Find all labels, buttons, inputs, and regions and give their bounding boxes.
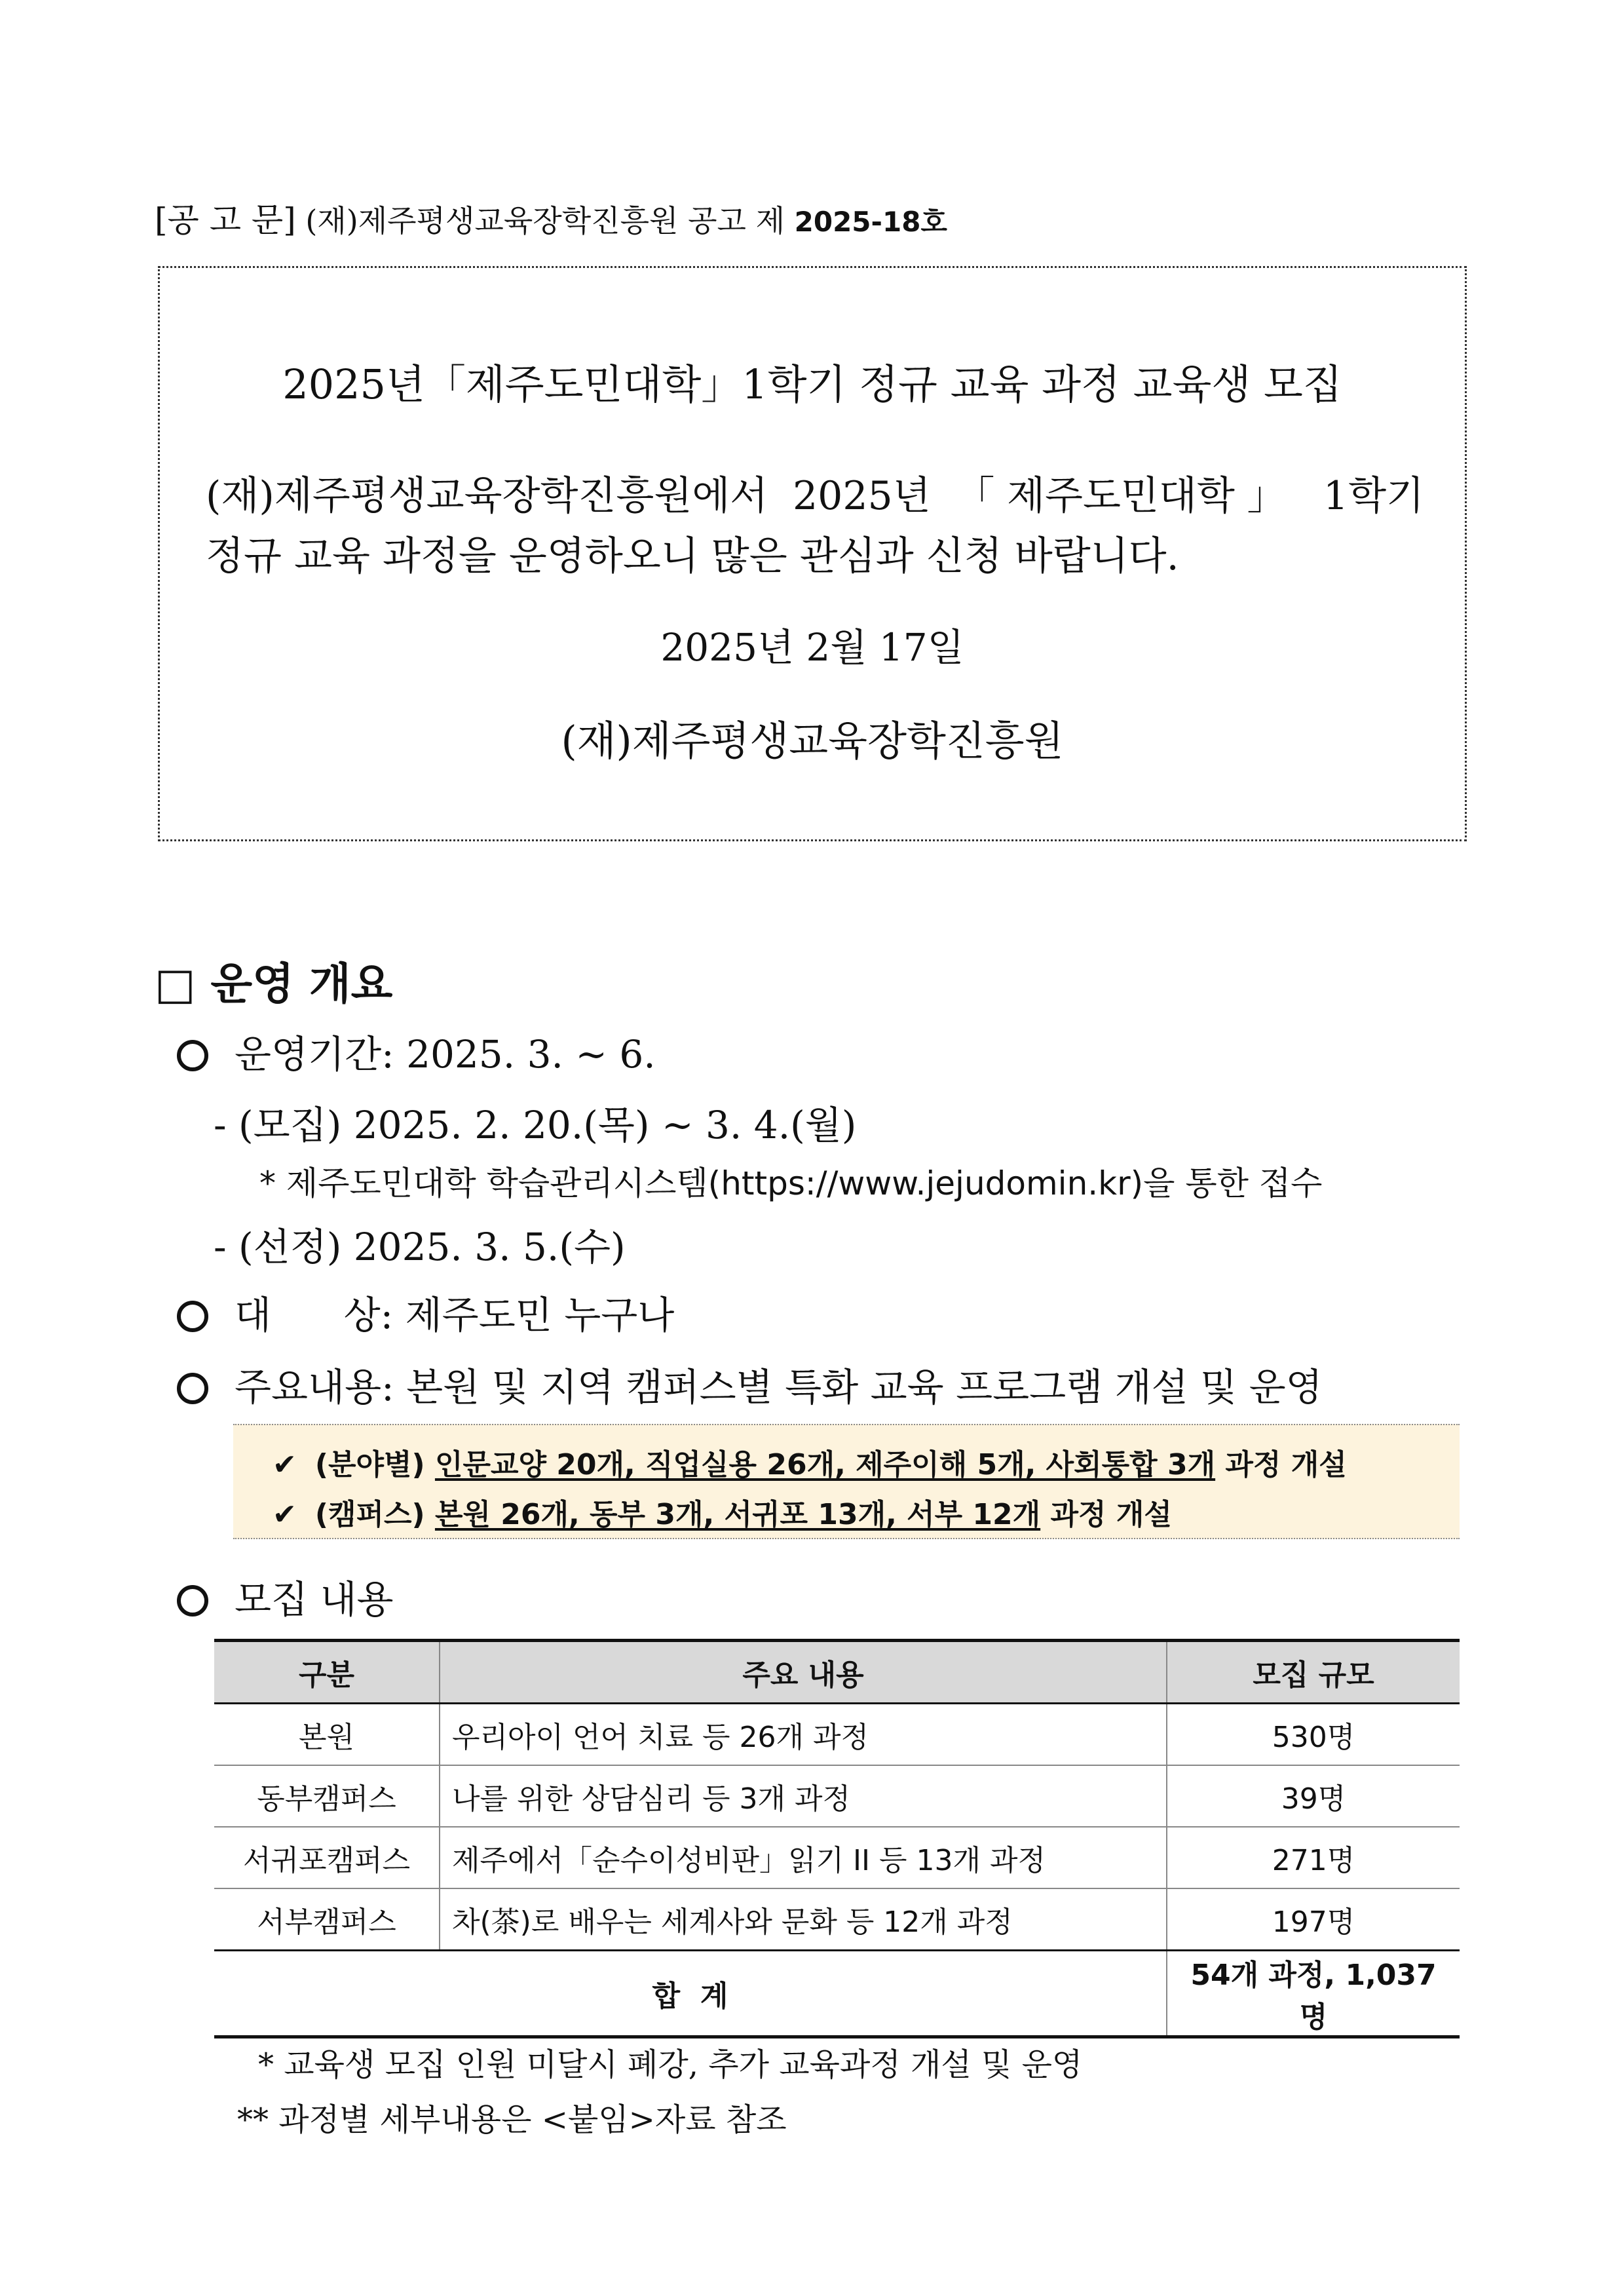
announcement-body-line2: 정규 교육 과정을 운영하오니 많은 관심과 신청 바랍니다. — [206, 533, 1179, 579]
announcement-body-line1: (재)제주평생교육장학진흥원에서 2025년 「제주도민대학」 1학기 — [206, 473, 1424, 519]
highlight-campus-tail: 과정 개설 — [1040, 1498, 1172, 1531]
notice-number: 2025-18호 — [794, 206, 947, 238]
campus-cell: 동부캠퍼스 — [214, 1765, 440, 1827]
table-header-row — [214, 1641, 1460, 1704]
table-row — [214, 1827, 1460, 1888]
table-total-row — [214, 1951, 1460, 2037]
campus-cell: 서귀포캠퍼스 — [214, 1827, 440, 1888]
highlight-line-field — [273, 1441, 1347, 1483]
announcement-box — [158, 266, 1467, 841]
highlight-campus-label: (캠퍼스) — [314, 1498, 425, 1531]
table-row — [214, 1888, 1460, 1951]
highlight-line-campus — [273, 1491, 1172, 1533]
notice-header — [155, 194, 947, 241]
highlight-box — [233, 1424, 1460, 1539]
table-header-cell: 구분 — [214, 1641, 440, 1704]
table-header-cell: 모집 규모 — [1167, 1641, 1460, 1704]
selection-period: - (선정) 2025. 3. 5.(수) — [214, 1225, 626, 1269]
content-cell: 나를 위한 상담심리 등 3개 과정 — [440, 1765, 1167, 1827]
content-cell: 우리아이 언어 치료 등 26개 과정 — [440, 1704, 1167, 1766]
campus-cell: 서부캠퍼스 — [214, 1888, 440, 1951]
circle-bullet-icon — [177, 1301, 208, 1332]
main-content-item — [177, 1356, 1323, 1411]
table-row — [214, 1704, 1460, 1766]
recruit-period: - (모집) 2025. 2. 20.(목) ~ 3. 4.(월) — [214, 1103, 857, 1147]
count-cell: 197명 — [1167, 1888, 1460, 1951]
announcement-title: 2025년「제주도민대학」1학기 정규 교육 과정 교육생 모집 — [282, 360, 1342, 408]
circle-bullet-icon — [177, 1585, 208, 1617]
total-value: 54개 과정, 1,037명 — [1167, 1951, 1460, 2037]
footnote-1: * 교육생 모집 인원 미달시 폐강, 추가 교육과정 개설 및 운영 — [258, 2046, 1083, 2083]
period-text: 운영기간: 2025. 3. ~ 6. — [235, 1032, 656, 1077]
target-text: 대 상: 제주도민 누구나 — [235, 1293, 675, 1337]
recruit-heading-text: 모집 내용 — [235, 1577, 394, 1622]
announcement-date: 2025년 2월 17일 — [660, 625, 964, 670]
target-item — [177, 1284, 674, 1339]
check-icon: ✔ — [273, 1498, 297, 1531]
count-cell: 39명 — [1167, 1765, 1460, 1827]
circle-bullet-icon — [177, 1040, 208, 1071]
table-header-cell: 주요 내용 — [440, 1641, 1167, 1704]
announcement-organization: (재)제주평생교육장학진흥원 — [561, 717, 1064, 765]
table-row — [214, 1765, 1460, 1827]
count-cell: 271명 — [1167, 1827, 1460, 1888]
highlight-campus-text: 본원 26개, 동부 3개, 서귀포 13개, 서부 12개 — [434, 1498, 1041, 1531]
highlight-field-tail: 과정 개설 — [1215, 1448, 1347, 1482]
period-item — [177, 1024, 656, 1079]
count-cell: 530명 — [1167, 1704, 1460, 1766]
highlight-field-label: (분야별) — [314, 1448, 425, 1482]
campus-cell: 본원 — [214, 1704, 440, 1766]
footnote-2: ** 과정별 세부내용은 <붙임>자료 참조 — [237, 2101, 787, 2138]
recruit-heading-item — [177, 1569, 394, 1624]
content-cell: 제주에서「순수이성비판」읽기 II 등 13개 과정 — [440, 1827, 1167, 1888]
circle-bullet-icon — [177, 1373, 208, 1404]
check-icon: ✔ — [273, 1448, 297, 1482]
recruit-table — [214, 1639, 1460, 2038]
total-label: 합 계 — [214, 1951, 1167, 2037]
notice-prefix: (재)제주평생교육장학진흥원 공고 제 — [305, 203, 795, 239]
recruit-note: * 제주도민대학 학습관리시스템(https://www.jejudomin.kr)을 통한 접수 — [259, 1164, 1323, 1202]
section-heading: □ 운영 개요 — [155, 959, 393, 1009]
content-cell: 차(茶)로 배우는 세계사와 문화 등 12개 과정 — [440, 1888, 1167, 1951]
highlight-field-text: 인문교양 20개, 직업실용 26개, 제주이해 5개, 사회통합 3개 — [434, 1448, 1216, 1482]
notice-label: [공 고 문] — [155, 201, 296, 239]
main-content-text: 주요내용: 본원 및 지역 캠퍼스별 특화 교육 프로그램 개설 및 운영 — [235, 1365, 1323, 1409]
